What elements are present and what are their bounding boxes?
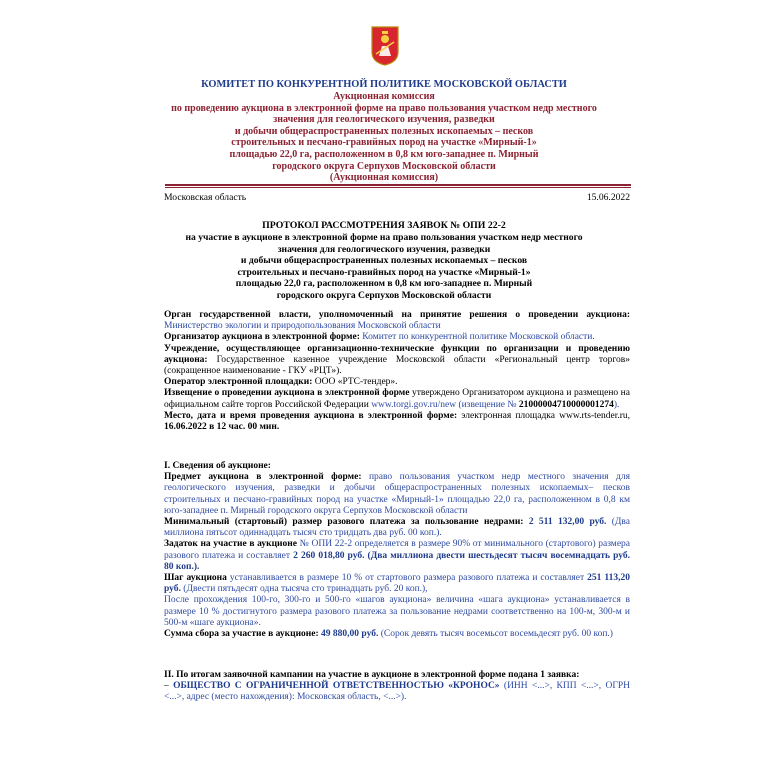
protocol-subtitle xyxy=(160,232,608,302)
notice-paragraph xyxy=(164,388,630,410)
section1-heading: I. Сведения об аукционе: xyxy=(164,461,271,471)
subject-paragraph xyxy=(164,472,630,517)
min-payment-paragraph xyxy=(164,517,630,539)
venue-datetime: 16.06.2022 в 12 час. 00 мин. xyxy=(164,422,280,433)
step-text: устанавливается в размере 10 % от стартового размера разового платежа и составляет xyxy=(229,573,585,584)
notice-text: утверждено Организатором аукциона и размещено на официальном сайте торгов Российской Федерации xyxy=(164,388,630,410)
min-payment-value: 2 511 132,00 руб. xyxy=(528,517,607,528)
authority-value: Министерство экологии и природопользования Московской области xyxy=(164,321,441,332)
deposit-text: № ОПИ 22-2 определяется в размере 90% от минимального (стартового) размера разового платежа и составляет xyxy=(164,539,631,561)
operator-label: Оператор электронной площадки: xyxy=(164,377,313,388)
subtitle-line: на участие в аукционе в электронной форме на право пользования участком недр местного xyxy=(185,232,583,243)
applicant-name: ОБЩЕСТВО С ОГРАНИЧЕННОЙ ОТВЕТСТВЕННОСТЬЮ «КРОНОС» xyxy=(173,681,500,692)
operator-value: ООО «РТС-тендер». xyxy=(314,377,398,388)
coat-of-arms-icon xyxy=(371,26,399,66)
applicant-prefix: – xyxy=(164,681,174,692)
venue-site-link[interactable]: www.rts-tender.ru, xyxy=(559,410,631,421)
applicant-details: (ИНН <...>, КПП <...>, ОГРН <...>, адрес (место нахождения): Московская область, <...>). xyxy=(164,681,631,703)
header-line: площадью 22,0 га, расположенном в 0,8 км юго-западнее п. Мирный xyxy=(229,148,539,160)
subject-label: Предмет аукциона в электронной форме: xyxy=(164,472,362,483)
organizer-value: Комитет по конкурентной политике Московской области. xyxy=(362,332,595,343)
committee-name: КОМИТЕТ ПО КОНКУРЕНТНОЙ ПОЛИТИКЕ МОСКОВСКОЙ ОБЛАСТИ xyxy=(201,79,567,90)
section-applications xyxy=(164,670,630,704)
operator-paragraph xyxy=(164,377,630,388)
step-paragraph xyxy=(164,573,630,595)
subtitle-line: площадью 22,0 га, расположенном в 0,8 км юго-западнее п. Мирный xyxy=(235,278,533,290)
header-line: Аукционная комиссия xyxy=(333,91,435,102)
subtitle-line: городского округа Серпухов Московской области xyxy=(276,289,492,301)
fee-words: (Сорок девять тысяч восемьсот восемьдесят руб. 00 коп.) xyxy=(380,629,613,640)
authority-label: Орган государственной власти, уполномоченный на принятие решения о проведении аукциона: xyxy=(164,310,630,320)
authority-paragraph xyxy=(164,310,630,332)
fee-paragraph xyxy=(164,629,630,640)
institution-value: Государственное казенное учреждение Московской области «Региональный центр торгов» (сокращенное наименование - ГКУ «РЦТ»). xyxy=(164,354,630,377)
protocol-title: ПРОТОКОЛ РАССМОТРЕНИЯ ЗАЯВОК № ОПИ 22-2 xyxy=(262,220,506,231)
subtitle-line: значения для геологического изучения, разведки xyxy=(277,243,491,255)
organizer-paragraph xyxy=(164,332,630,343)
venue-label: Место, дата и время проведения аукциона в электронной форме: xyxy=(164,410,458,421)
section2-heading: II. По итогам заявочной кампании на участие в аукционе в электронной форме подана 1 заявка: xyxy=(164,670,580,680)
header-divider xyxy=(165,184,631,186)
header-divider-thin xyxy=(165,187,631,188)
subject-value: право пользования участком недр местного значения для геологического изучения, разведки и добычи общераспространенных полезных ископаемых– песков строительных и песчано-гравийных пород на участке «Мирный-1» площадью 22,0 га, расположенном в 0,8 км юго-западнее п. Мирный городского округа Серпухов Московской области xyxy=(164,472,630,516)
header-line: значения для геологического изучения, разведки xyxy=(273,114,495,126)
header-line: городского округа Серпухов Московской области xyxy=(272,160,496,172)
institution-paragraph xyxy=(164,344,630,378)
fee-value: 49 880,00 руб. xyxy=(321,629,379,640)
notice-number-prefix: (извещение № xyxy=(458,399,517,410)
subtitle-line: и добычи общераспространенных полезных ископаемых – песков xyxy=(240,255,528,267)
fee-label: Сумма сбора за участие в аукционе: xyxy=(164,629,319,640)
venue-paragraph xyxy=(164,411,630,433)
subtitle-line: строительных и песчано-гравийных пород на участке «Мирный-1» xyxy=(237,266,531,278)
min-payment-label: Минимальный (стартовый) размер разового платежа за пользование недрами: xyxy=(164,517,524,528)
document-date: 15.06.2022 xyxy=(586,192,630,203)
deposit-value: 2 260 018,80 руб. (Два миллиона двести шестьдесят тысяч восемнадцать руб. 80 коп.). xyxy=(164,550,631,572)
step-words: (Двести пятьдесят одна тысяча сто тринадцать руб. 20 коп.), xyxy=(183,584,428,595)
auction-info xyxy=(164,310,630,433)
step-after-paragraph: После прохождения 100-го, 300-го и 500-го «шагов аукциона» величина «шага аукциона» устанавливается в размере 10 % достигнутого размера разового платежа за пользование недрами соответственно на 100-м, 300-м и 500-м «шаге аукциона». xyxy=(164,595,630,628)
deposit-paragraph xyxy=(164,539,630,573)
commission-header xyxy=(150,91,618,184)
organizer-label: Организатор аукциона в электронной форме: xyxy=(164,332,360,343)
deposit-label: Задаток на участие в аукционе xyxy=(164,539,297,550)
step-label: Шаг аукциона xyxy=(164,573,227,584)
header-line: строительных и песчано-гравийных пород на участке «Мирный-1» xyxy=(231,137,537,149)
notice-site-link[interactable]: www.torgi.gov.ru/new xyxy=(371,399,457,410)
header-line: и добычи общераспространенных полезных ископаемых – песков xyxy=(234,125,534,137)
header-line: (Аукционная комиссия) xyxy=(329,172,439,184)
applicant-paragraph xyxy=(164,681,630,703)
min-payment-words: (Два миллиона пятьсот одиннадцать тысяч сто тридцать два руб. 00 коп.). xyxy=(164,517,630,539)
header-line: по проведению аукциона в электронной форме на право пользования участком недр местного xyxy=(171,102,597,114)
notice-label: Извещение о проведении аукциона в электронной форме xyxy=(164,388,410,399)
notice-number-suffix: ). xyxy=(613,399,620,410)
venue-text: электронная площадка xyxy=(461,410,555,421)
section-auction-details xyxy=(164,461,630,640)
notice-number: 21000004710000001274 xyxy=(518,399,614,410)
document-place: Московская область xyxy=(164,192,247,203)
step-value: 251 113,20 руб. xyxy=(164,573,630,595)
institution-label: Учреждение, осуществляющее организационно-технические функции по организации и проведению аукциона: xyxy=(164,343,630,365)
